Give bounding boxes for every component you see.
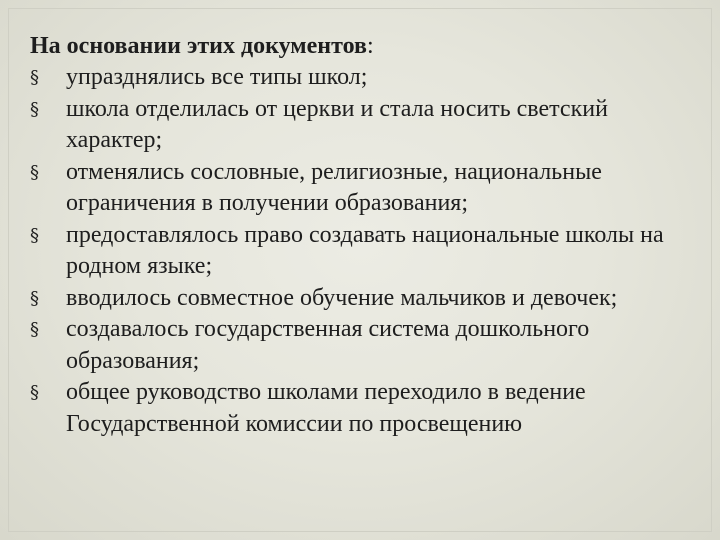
- bullet-icon: §: [30, 319, 39, 340]
- list-item-text: упразднялись все типы школ;: [66, 64, 368, 90]
- bullet-icon: §: [30, 98, 39, 120]
- bullet-icon: §: [30, 161, 39, 183]
- list-item: [30, 377, 700, 440]
- bullet-icon: §: [30, 382, 39, 403]
- list-item-text: вводилось совместное обучение мальчиков и девочек;: [66, 284, 618, 311]
- list-item: [30, 94, 700, 157]
- slide-content: [30, 31, 700, 440]
- list-item: [30, 314, 700, 377]
- list-item-text: отменялись сословные, религиозные, национальные ограничения в получении образования;: [66, 158, 602, 216]
- heading-suffix: :: [366, 33, 374, 59]
- list-item: [30, 157, 700, 220]
- list-item: [30, 220, 700, 283]
- list-item: [30, 283, 700, 315]
- slide-heading: [30, 31, 700, 62]
- bullet-icon: §: [30, 224, 39, 246]
- bullet-icon: §: [30, 67, 39, 88]
- bullet-icon: §: [30, 287, 39, 309]
- list-item-text: школа отделилась от церкви и стала носить светский характер;: [66, 95, 608, 153]
- heading-bold-text: На основании этих документов: [30, 33, 367, 59]
- list-item-text: создавалось государственная система дошкольного образования;: [66, 316, 590, 374]
- list-item: [30, 62, 700, 94]
- list-item-text: предоставлялось право создавать национальные школы на родном языке;: [66, 221, 664, 279]
- bullet-list: [30, 62, 700, 440]
- list-item-text: общее руководство школами переходило в ведение Государственной комиссии по просвещению: [66, 379, 586, 437]
